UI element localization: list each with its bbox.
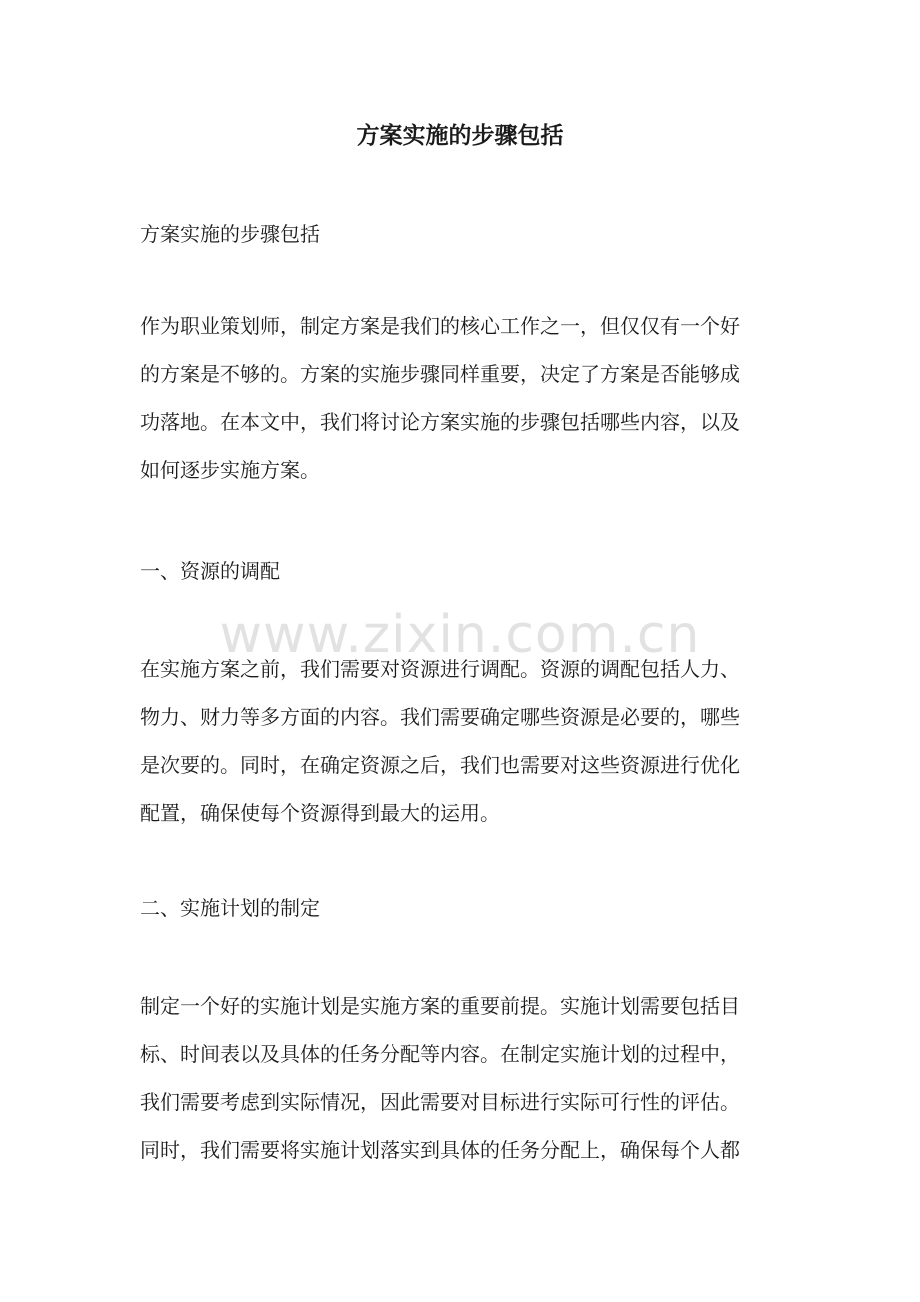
- section1-line: 是次要的。同时，在确定资源之后，我们也需要对这些资源进行优化: [140, 753, 740, 777]
- intro-line: 的方案是不够的。方案的实施步骤同样重要，决定了方案是否能够成: [140, 362, 740, 386]
- intro-line: 功落地。在本文中，我们将讨论方案实施的步骤包括哪些内容，以及: [140, 410, 740, 434]
- section1-line: 物力、财力等多方面的内容。我们需要确定哪些资源是必要的，哪些: [140, 705, 740, 729]
- subtitle: 方案实施的步骤包括: [140, 222, 320, 246]
- page-title: 方案实施的步骤包括: [356, 122, 564, 149]
- section1-line: 配置，确保使每个资源得到最大的运用。: [140, 801, 500, 825]
- section2-paragraph: [140, 982, 800, 1174]
- watermark-text: www.zixin.com.cn: [219, 605, 701, 665]
- section2-heading: 二、实施计划的制定: [140, 896, 320, 920]
- section2-line: 制定一个好的实施计划是实施方案的重要前提。实施计划需要包括目: [140, 994, 740, 1018]
- section2-line: 标、时间表以及具体的任务分配等内容。在制定实施计划的过程中，: [140, 1042, 740, 1066]
- intro-line: 作为职业策划师，制定方案是我们的核心工作之一，但仅仅有一个好: [140, 314, 740, 338]
- intro-paragraph: [140, 302, 800, 494]
- section2-line: 同时，我们需要将实施计划落实到具体的任务分配上，确保每个人都: [140, 1138, 740, 1162]
- section1-heading: 一、资源的调配: [140, 559, 280, 583]
- section1-paragraph: [140, 645, 800, 837]
- section2-line: 我们需要考虑到实际情况，因此需要对目标进行实际可行性的评估。: [140, 1090, 740, 1114]
- intro-line: 如何逐步实施方案。: [140, 458, 320, 482]
- section1-line: 在实施方案之前，我们需要对资源进行调配。资源的调配包括人力、: [140, 657, 740, 681]
